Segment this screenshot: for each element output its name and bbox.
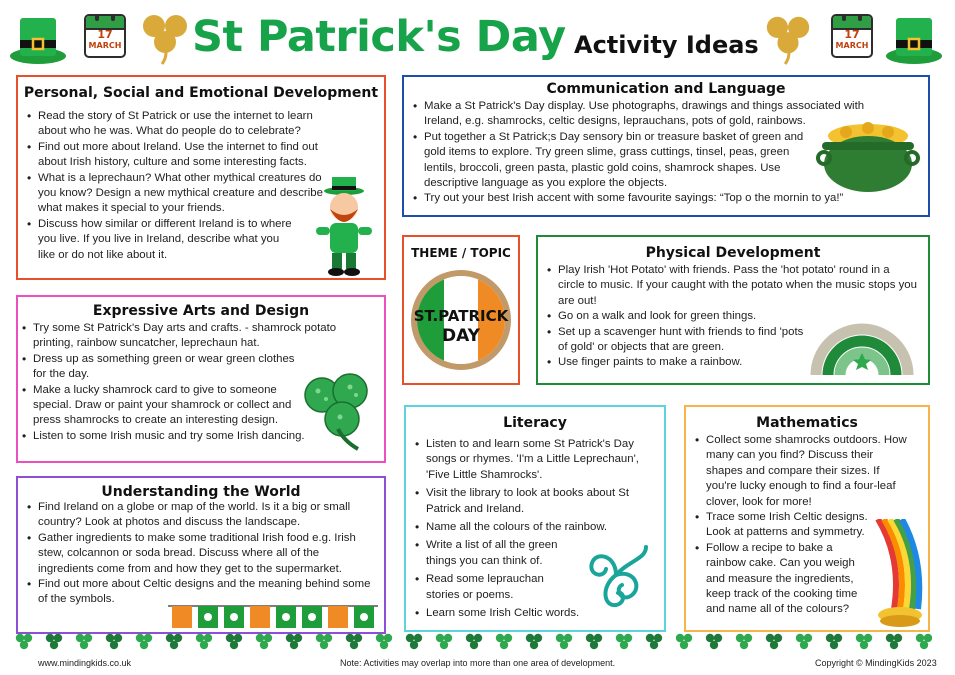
cl-title: Communication and Language: [546, 81, 786, 97]
bunting-icon: [168, 604, 378, 630]
shamrock-border-decoration: [14, 630, 944, 652]
shamrock-icon: [76, 634, 92, 649]
list-item: • Go on a walk and look for green things.: [547, 309, 917, 324]
ead-title: Expressive Arts and Design: [92, 303, 310, 319]
list-item: • Gather ingredients to make some traditional Irish food e.g. Irish stew, colcannon or soda bread. Discuss where all of the ingredients come from and how they get to the supermarket.: [27, 531, 377, 577]
leprechaun-hat-icon: [8, 10, 68, 66]
shamrock-icon: [856, 634, 872, 649]
shamrock-icon: [16, 634, 32, 649]
pot-of-gold-icon: [816, 122, 922, 194]
shamrock-icon: [556, 634, 572, 649]
leprechaun-icon: [308, 177, 380, 277]
shamrock-icon: [886, 634, 902, 649]
list-item: • Discuss how similar or different Ireland is to where you live. If you live in Ireland, describe what you like or do not like about it.: [27, 217, 292, 263]
psed-box: [16, 75, 386, 280]
shamrock-icon: [46, 634, 62, 649]
shamrock-icon: [736, 634, 752, 649]
list-item: • Find Ireland on a globe or map of the world. Is it a big or small country? Look at photos and discuss the landscape.: [27, 500, 357, 531]
rainbow-pot-icon: [872, 519, 924, 627]
shamrock-icon: [796, 634, 812, 649]
shamrock-icon: [586, 634, 602, 649]
shamrock-icon: [376, 634, 392, 649]
utw-list: [27, 500, 377, 608]
gold-shamrock-icon: [138, 6, 192, 66]
calendar-day: 17: [97, 28, 113, 41]
footer-note: Note: Activities may overlap into more than one area of development.: [340, 658, 616, 668]
shamrock-icon: [196, 634, 212, 649]
math-box: [684, 405, 930, 632]
utw-title: Understanding the World: [101, 484, 301, 500]
shamrock-icon: [346, 634, 362, 649]
list-item: • Write a list of all the green things you can think of.: [415, 538, 580, 569]
list-item: • Put together a St Patrick;s Day sensory bin or treasure basket of green and gold items to explore. Try green slime, grass cuttings, tinsel, peas, green lentils, broccoli, green pasta, plastic gold coins, shamrock shapes. Use descriptive language as you explore the objects.: [413, 130, 823, 192]
list-item: • Read some leprauchan stories or poems.: [415, 572, 565, 603]
page-subtitle: Activity Ideas: [574, 31, 759, 59]
shamrock-icon: [106, 634, 122, 649]
gold-shamrock-icon: [762, 8, 814, 66]
list-item: • Listen to some Irish music and try some Irish dancing.: [22, 429, 377, 444]
list-item: • Find out more about Celtic designs and the meaning behind some of the symbols.: [27, 577, 377, 608]
shamrock-icon: [766, 634, 782, 649]
list-item: • Read the story of St Patrick or use the internet to learn about who he was. What do people do to celebrate?: [27, 109, 332, 140]
shamrock-icon: [286, 634, 302, 649]
list-item: • Visit the library to look at books about St Patrick and Ireland.: [415, 486, 655, 517]
list-item: • What is a leprechaun? What other mythical creatures do you know? Design a new mythical creature and describe what makes it special to your friends.: [27, 171, 332, 217]
shamrock-icon: [526, 634, 542, 649]
shamrock-icon: [646, 634, 662, 649]
pd-title: Physical Development: [645, 245, 821, 261]
psed-title: Personal, Social and Emotional Development: [23, 85, 379, 101]
cl-box: [402, 75, 930, 217]
list-item: • Learn some Irish Celtic words.: [415, 606, 659, 621]
shamrock-icon: [496, 634, 512, 649]
list-item: • Collect some shamrocks outdoors. How many can you find? Discuss their shapes and compare their sizes. If you're lucky enough to find a four-leaf clover, look for more!: [695, 433, 910, 510]
psed-list: [27, 109, 332, 263]
theme-line-1: ST.PATRICK: [413, 307, 509, 325]
calendar-icon: [84, 14, 126, 58]
list-item: • Play Irish 'Hot Potato' with friends. Pass the 'hot potato' round in a circle to music. If your caught with the potato when the music stops you are out!: [547, 263, 917, 309]
list-item: • Trace some Irish Celtic designs. Look at patterns and symmetry.: [695, 510, 880, 541]
list-item: • Try out your best Irish accent with some favourite sayings: “Top o the mornin to ya!”: [413, 191, 903, 206]
list-item: • Try some St Patrick's Day arts and crafts. - shamrock potato printing, rainbow suncatcher, leprechaun hat.: [22, 321, 362, 352]
list-item: • Make a lucky shamrock card to give to someone special. Draw or paint your shamrock or collect and press shamrocks to create an interesting design.: [22, 383, 307, 429]
shamrock-icon: [256, 634, 272, 649]
celtic-triskele-icon: [576, 535, 656, 613]
shamrock-icon: [616, 634, 632, 649]
shamrock-icon: [166, 634, 182, 649]
page-title: St Patrick's Day: [192, 12, 566, 62]
math-title: Mathematics: [756, 415, 858, 431]
list-item: • Listen to and learn some St Patrick's Day songs or rhymes. 'I'm a Little Leprechaun', 'Five Little Shamrocks'.: [415, 437, 659, 483]
shamrock-icon: [916, 634, 932, 649]
theme-label: THEME / TOPIC: [411, 246, 511, 260]
rainbow-icon: [810, 307, 914, 375]
list-item: • Name all the colours of the rainbow.: [415, 520, 659, 535]
list-item: • Use finger paints to make a rainbow.: [547, 355, 917, 370]
list-item: • Make a St Patrick's Day display. Use photographs, drawings and things associated with Ireland, e.g. shamrocks, celtic designs, leprauchans, pots of gold, rainbows.: [413, 99, 903, 130]
shamrock-icon: [466, 634, 482, 649]
shamrock-icon: [296, 369, 382, 451]
list-item: • Dress up as something green or wear green clothes for the day.: [22, 352, 302, 383]
utw-box: [16, 476, 386, 634]
theme-line-2: DAY: [442, 326, 480, 346]
shamrock-icon: [706, 634, 722, 649]
shamrock-icon: [826, 634, 842, 649]
pd-box: [536, 235, 930, 385]
shamrock-icon: [136, 634, 152, 649]
ead-box: [16, 295, 386, 463]
list-item: • Follow a recipe to bake a rainbow cake. Can you weigh and measure the ingredients, keep track of the cooking time and name all of the colours?: [695, 541, 875, 618]
list-item: • Find out more about Ireland. Use the internet to find out about Irish history, culture and some interesting facts.: [27, 140, 332, 171]
calendar-day: 17: [844, 28, 860, 41]
calendar-month: MARCH: [835, 41, 869, 50]
shamrock-icon: [226, 634, 242, 649]
calendar-month: MARCH: [88, 41, 122, 50]
shamrock-icon: [406, 634, 422, 649]
leprechaun-hat-icon: [884, 10, 944, 66]
list-item: • Set up a scavenger hunt with friends to find 'pots of gold' or objects that are green.: [547, 325, 807, 356]
shamrock-icon: [316, 634, 332, 649]
shamrock-icon: [436, 634, 452, 649]
footer-website: www.mindingkids.co.uk: [38, 658, 132, 668]
theme-box: [402, 235, 520, 385]
literacy-title: Literacy: [503, 415, 567, 431]
footer-copyright: Copyright © MindingKids 2023: [815, 658, 937, 668]
literacy-box: [404, 405, 666, 632]
shamrock-icon: [676, 634, 692, 649]
calendar-icon: [831, 14, 873, 58]
